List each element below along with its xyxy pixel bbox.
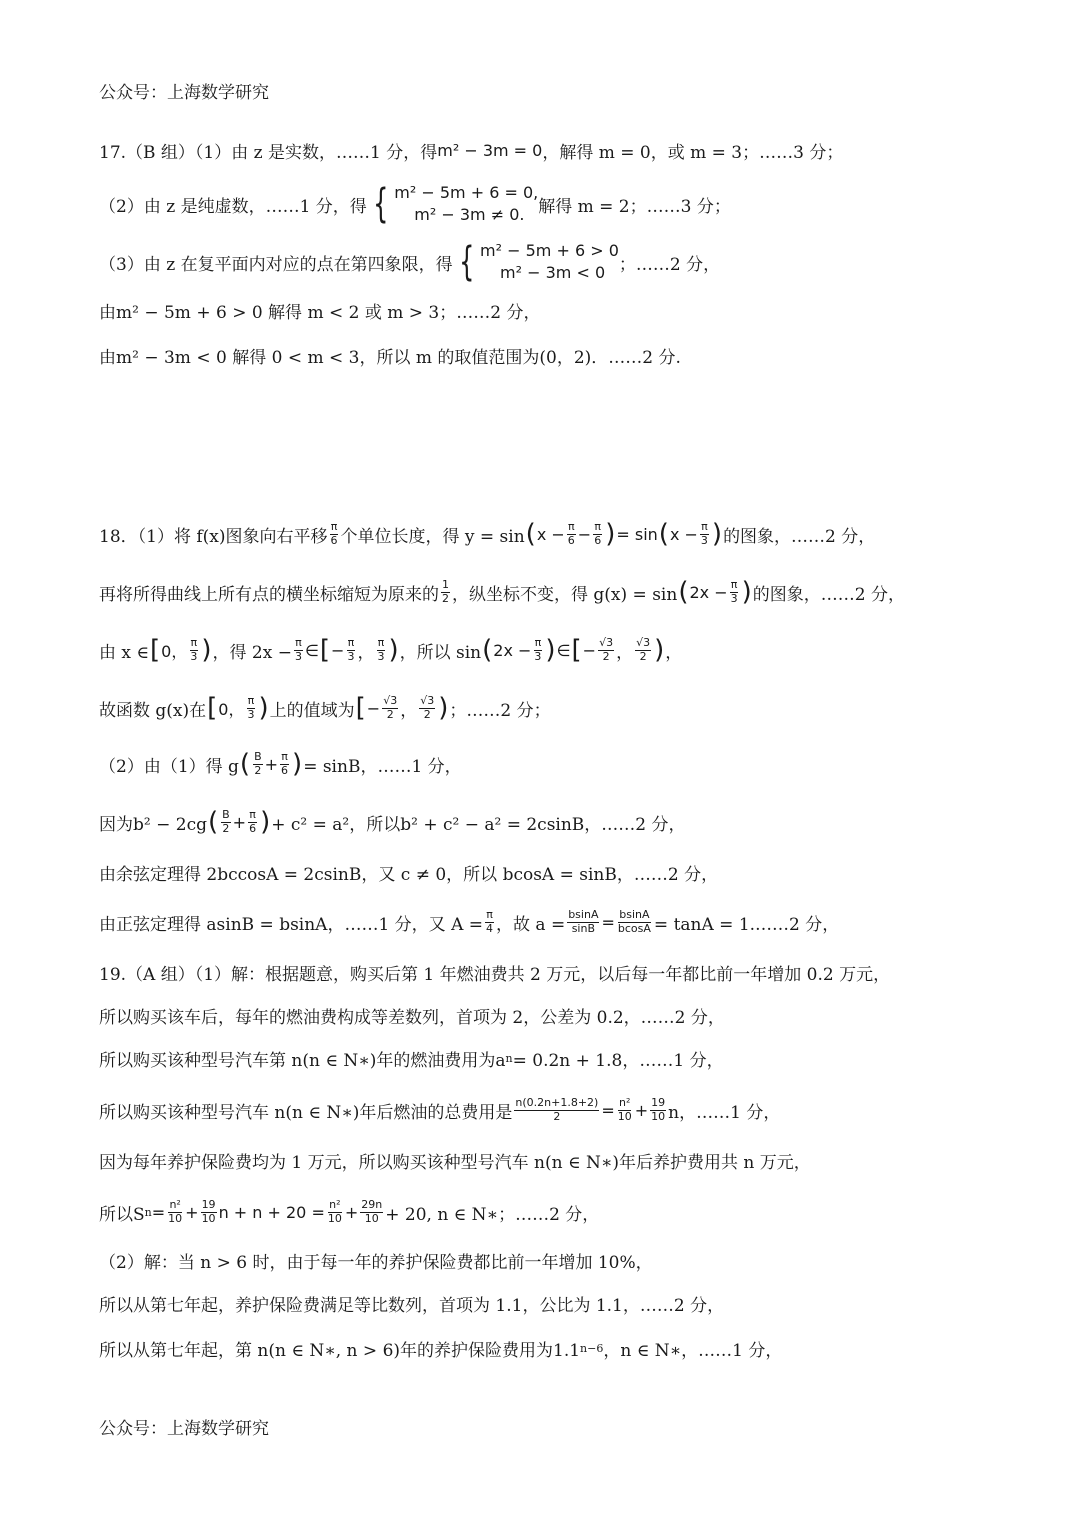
denominator: 3 <box>294 649 302 663</box>
denominator: 3 <box>700 533 708 547</box>
text: = <box>151 1202 166 1222</box>
numerator: 29n <box>361 1197 383 1211</box>
brace: { <box>372 181 389 227</box>
numerator: π <box>594 519 602 533</box>
subscript: n <box>505 1051 513 1065</box>
text: ∈ <box>556 640 571 660</box>
fraction <box>650 1097 666 1123</box>
denominator: 3 <box>534 649 542 663</box>
denominator: 2 <box>423 707 431 721</box>
paren-close: ) <box>258 693 269 723</box>
text: 所以购买该种型号汽车第 n(n ∈ N∗)年的燃油费用为a <box>99 1050 506 1071</box>
text: n，……1 分， <box>668 1102 781 1123</box>
text: ，n ∈ N∗，……1 分， <box>603 1340 783 1361</box>
numerator: B <box>254 749 262 763</box>
text: − <box>582 640 597 660</box>
paren-close: ) <box>260 807 271 837</box>
fraction <box>327 1199 343 1225</box>
bracket-open: [ <box>207 693 218 723</box>
subscript: n <box>144 1205 152 1219</box>
denominator: 3 <box>347 649 355 663</box>
q19-line-9 <box>99 1328 1040 1368</box>
numerator: 19 <box>651 1095 666 1109</box>
fraction <box>382 695 398 721</box>
fraction <box>617 1097 633 1123</box>
denominator: 2 <box>639 649 647 663</box>
q18-line-6 <box>99 800 1040 844</box>
numerator: bsinA <box>568 907 599 921</box>
denominator: 6 <box>594 533 602 547</box>
denominator: 10 <box>168 1211 183 1225</box>
q17-line-2 <box>99 182 1040 226</box>
q19-line-3 <box>99 1038 1040 1078</box>
q17-line-5: 由m² − 3m < 0 解得 0 < m < 3，所以 m 的取值范围为(0，2)．……2 分. <box>99 347 681 368</box>
fraction <box>376 637 385 663</box>
text: 所以S <box>99 1204 145 1225</box>
numerator: π <box>330 519 338 533</box>
text: 0， <box>161 641 188 661</box>
text: + <box>185 1202 199 1222</box>
text: （2）由 z 是纯虚数，……1 分，得 <box>99 196 367 217</box>
equation: m² − 5m + 6 > 0 <box>480 241 619 261</box>
numerator: n² <box>619 1095 631 1109</box>
text: + <box>232 812 247 832</box>
text: 2x − <box>689 582 728 602</box>
denominator: 6 <box>249 821 257 835</box>
fraction <box>567 909 599 935</box>
text: + <box>344 1202 359 1222</box>
text: = 0.2n + 1.8，……1 分， <box>512 1050 724 1071</box>
q17-line-3 <box>99 240 1040 284</box>
numerator: π <box>567 519 575 533</box>
text: + c² = a²，所以b² + c² − a² = 2csinB，……2 分， <box>271 814 686 835</box>
text: 所以购买该种型号汽车 n(n ∈ N∗)年后燃油的总费用是 <box>99 1102 513 1123</box>
page-footer: 公众号：上海数学研究 <box>99 1419 269 1439</box>
numerator: √3 <box>599 635 614 649</box>
denominator: 2 <box>602 649 610 663</box>
denominator: 6 <box>567 533 575 547</box>
fraction <box>189 637 198 663</box>
numerator: n² <box>169 1197 181 1211</box>
paren-close: ) <box>605 519 616 549</box>
fraction <box>485 909 494 935</box>
fraction <box>248 809 257 835</box>
denominator: 3 <box>730 591 738 605</box>
numerator: n(0.2n+1.8+2) <box>515 1095 599 1109</box>
fraction <box>700 521 709 547</box>
q17-line-1 <box>99 130 1040 170</box>
numerator: π <box>295 635 302 649</box>
numerator: n² <box>329 1197 341 1211</box>
paren-close: ) <box>388 635 399 665</box>
q19-line-2: 所以购买该车后，每年的燃油费构成等差数列，首项为 2，公差为 0.2，……2 分， <box>99 1007 725 1028</box>
fraction <box>330 521 339 547</box>
paren-close: ) <box>201 635 212 665</box>
numerator: bsinA <box>619 907 650 921</box>
text: 由 x ∈ <box>99 642 149 663</box>
denominator: 10 <box>651 1109 666 1123</box>
q19-line-4 <box>99 1088 1040 1132</box>
text: ∈ <box>304 640 319 660</box>
text: ，故 a = <box>496 914 566 935</box>
paren-close: ) <box>545 635 556 665</box>
text: 由正弦定理得 asinB = bsinA，……1 分，又 A = <box>99 914 484 935</box>
text: + 20, n ∈ N∗；……2 分， <box>385 1204 600 1225</box>
text: 解得 m = 2；……3 分； <box>538 196 731 217</box>
paren-open: ( <box>525 519 536 549</box>
text: + <box>634 1100 649 1120</box>
q18-line-2 <box>99 570 1040 614</box>
text: 17.（B 组）（1）由 z 是实数，……1 分，得 <box>99 142 438 163</box>
q19-line-7: （2）解：当 n > 6 时，由于每一年的养护保险费都比前一年增加 10%， <box>99 1252 653 1273</box>
denominator: 2 <box>553 1109 561 1123</box>
text: 0， <box>218 699 245 719</box>
q19-line-5: 因为每年养护保险费均为 1 万元，所以购买该种型号汽车 n(n ∈ N∗)年后养护费用共 n 万元， <box>99 1152 811 1173</box>
text: 的图象，……2 分， <box>723 526 876 547</box>
text: ，纵坐标不变，得 g(x) = sin <box>452 584 678 605</box>
fraction <box>419 695 435 721</box>
superscript: n−6 <box>580 1341 604 1355</box>
denominator: sinB <box>571 921 595 935</box>
fraction <box>360 1199 383 1225</box>
q19-line-1: 19.（A 组）（1）解：根据题意，购买后第 1 年燃油费共 2 万元，以后每一年都比前一年增加 0.2 万元， <box>99 964 891 985</box>
text: = <box>601 912 615 932</box>
denominator: 2 <box>222 821 230 835</box>
denominator: 10 <box>617 1109 632 1123</box>
equation: m² − 3m < 0 <box>500 263 606 282</box>
equation-system <box>394 182 538 225</box>
denominator: 4 <box>486 921 494 935</box>
denominator: 10 <box>364 1211 379 1225</box>
denominator: 3 <box>190 649 198 663</box>
equation: m² − 5m + 6 = 0, <box>394 183 539 203</box>
text: ， <box>400 700 418 721</box>
denominator: bcosA <box>617 921 651 935</box>
bracket-open: [ <box>571 635 582 665</box>
denominator: 10 <box>201 1211 216 1225</box>
numerator: π <box>486 907 493 921</box>
text: 因为b² − 2cg <box>99 814 207 835</box>
denominator: 10 <box>327 1211 342 1225</box>
paren-close: ) <box>741 577 752 607</box>
denominator: 2 <box>254 763 262 777</box>
paren-close: ) <box>292 749 303 779</box>
text: x − <box>669 524 698 544</box>
bracket-open: [ <box>149 635 161 665</box>
fraction <box>221 809 231 835</box>
paren-open: ( <box>658 519 669 549</box>
paren-open: ( <box>239 749 251 779</box>
q18-line-7: 由余弦定理得 2bccosA = 2csinB，又 c ≠ 0，所以 bcosA = sinB，……2 分， <box>99 864 719 885</box>
text: ，所以 sin <box>399 642 482 663</box>
text: = <box>601 1100 615 1120</box>
text: + <box>264 754 279 774</box>
text: （3）由 z 在复平面内对应的点在第四象限，得 <box>99 254 453 275</box>
text: = tanA = 1.……2 分， <box>653 914 840 935</box>
paren-open: ( <box>482 635 493 665</box>
bracket-open: [ <box>319 635 331 665</box>
numerator: π <box>701 519 708 533</box>
paren-open: ( <box>678 577 689 607</box>
fraction <box>294 637 303 663</box>
numerator: B <box>222 807 230 821</box>
text: 个单位长度，得 y = sin <box>340 526 525 547</box>
numerator: π <box>247 693 255 707</box>
text: ， <box>665 642 683 663</box>
fraction <box>441 579 450 605</box>
equation: m² − 3m = 0 <box>437 140 543 160</box>
q18-line-5 <box>99 742 1040 786</box>
text: ；……2 分， <box>618 254 721 275</box>
denominator: 2 <box>442 591 449 605</box>
numerator: π <box>730 577 738 591</box>
paren-open: ( <box>207 807 219 837</box>
fraction <box>593 521 602 547</box>
q19-line-8: 所以从第七年起，养护保险费满足等比数列，首项为 1.1，公比为 1.1，……2 分， <box>99 1295 725 1316</box>
text: n + n + 20 = <box>218 1202 325 1222</box>
numerator: 19 <box>201 1197 216 1211</box>
paren-close: ) <box>438 693 449 723</box>
fraction <box>514 1097 599 1123</box>
text: 再将所得曲线上所有点的横坐标缩短为原来的 <box>99 584 439 605</box>
text: = sin <box>616 524 658 544</box>
numerator: π <box>534 635 542 649</box>
denominator: 6 <box>281 763 289 777</box>
fraction <box>201 1199 217 1225</box>
fraction <box>346 637 355 663</box>
text: ， <box>616 642 634 663</box>
denominator: 6 <box>330 533 338 547</box>
numerator: √3 <box>420 693 435 707</box>
numerator: π <box>347 635 355 649</box>
text: ，得 2x − <box>212 642 292 663</box>
equation: m² − 3m ≠ 0. <box>414 205 525 224</box>
text: ， <box>357 642 375 663</box>
text: − <box>577 524 592 544</box>
q19-line-6 <box>99 1190 1040 1234</box>
numerator: 1 <box>442 577 449 591</box>
q18-line-8 <box>99 900 1040 944</box>
text: 的图象，……2 分， <box>752 584 905 605</box>
page-header: 公众号：上海数学研究 <box>99 83 269 103</box>
numerator: π <box>190 635 198 649</box>
text: 故函数 g(x)在 <box>99 700 207 721</box>
text: ，解得 m = 0，或 m = 3；……3 分； <box>542 142 844 163</box>
text: 2x − <box>493 640 532 660</box>
numerator: √3 <box>636 635 651 649</box>
paren-close: ) <box>654 635 665 665</box>
fraction <box>730 579 739 605</box>
q18-line-4 <box>99 686 1040 730</box>
numerator: π <box>249 807 256 821</box>
numerator: π <box>281 749 288 763</box>
fraction <box>533 637 542 663</box>
paren-close: ) <box>711 519 723 549</box>
text: − <box>331 640 345 660</box>
text: ；……2 分； <box>449 700 551 721</box>
text: （2）由（1）得 g <box>99 756 239 777</box>
fraction <box>167 1199 183 1225</box>
denominator: 3 <box>247 707 255 721</box>
fraction <box>280 751 289 777</box>
text: 18．（1）将 f(x)图象向右平移 <box>99 526 328 547</box>
text: − <box>366 698 381 718</box>
fraction <box>635 637 651 663</box>
q18-line-1 <box>99 512 1040 556</box>
equation-system <box>480 240 619 283</box>
numerator: π <box>377 635 385 649</box>
text: 上的值域为 <box>269 700 355 721</box>
numerator: √3 <box>383 693 398 707</box>
text: = sinB，……1 分， <box>303 756 462 777</box>
fraction <box>246 695 255 721</box>
fraction <box>617 909 652 935</box>
denominator: 2 <box>386 707 394 721</box>
q17-line-4: 由m² − 5m + 6 > 0 解得 m < 2 或 m > 3；……2 分， <box>99 302 541 323</box>
bracket-open: [ <box>355 693 366 723</box>
text: x − <box>536 524 565 544</box>
denominator: 3 <box>377 649 385 663</box>
fraction <box>567 521 576 547</box>
fraction <box>598 637 614 663</box>
fraction <box>253 751 263 777</box>
text: 所以从第七年起，第 n(n ∈ N∗, n > 6)年的养护保险费用为1.1 <box>99 1340 581 1361</box>
q18-line-3 <box>99 628 1040 672</box>
brace: { <box>458 239 474 285</box>
